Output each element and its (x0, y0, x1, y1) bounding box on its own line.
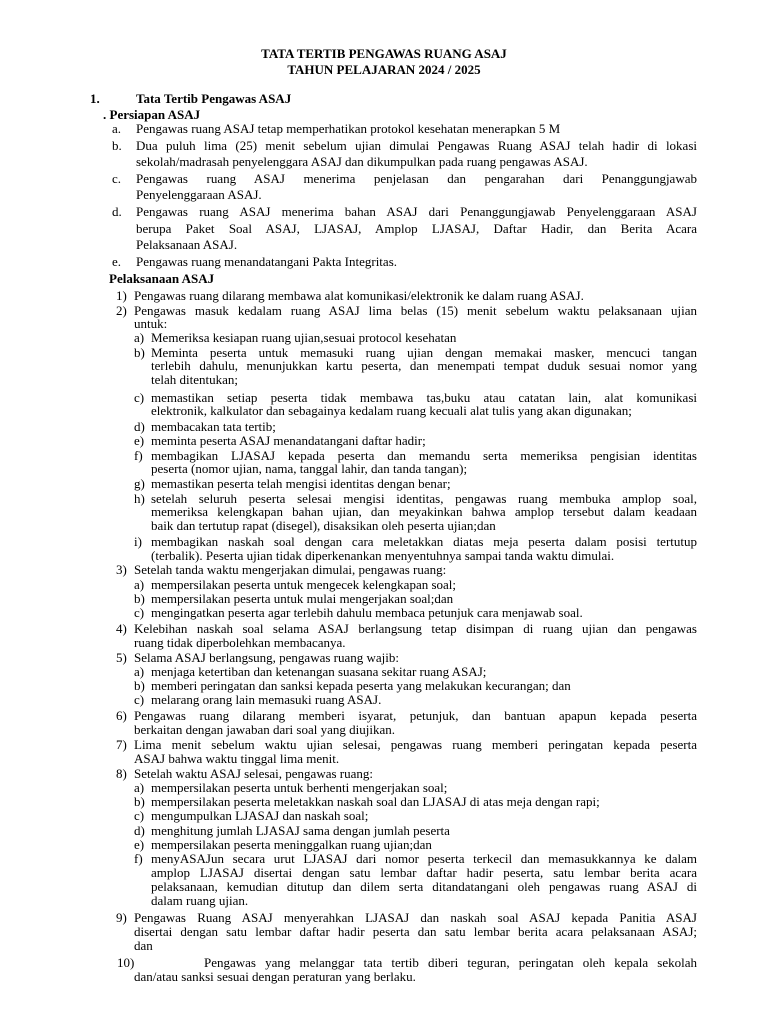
pelaksanaan-item-line: berkaitan dengan jawaban dari soal yang diujikan. (134, 722, 395, 737)
sub-item-marker: b) (134, 794, 145, 809)
sub-item-line: (terbalik). Peserta ujian tidak diperkenankan menyentuhnya sampai tanda waktu dimulai. (151, 548, 615, 563)
sub-item-line: terlebih dahulu, menunjukkan kartu peserta, dan menempati tempat duduk sesuai nomor yang (151, 358, 697, 373)
sub-item-line: telah ditentukan; (151, 372, 239, 387)
sub-item-line: mengumpulkan LJASAJ dan naskah soal; (151, 808, 369, 823)
persiapan-item-line: Pengawas ruang menandatangani Pakta Integritas. (136, 254, 397, 269)
document-subtitle: TAHUN PELAJARAN 2024 / 2025 (287, 62, 481, 77)
persiapan-item-line: sekolah/madrasah penyelenggara ASAJ dan dikumpulkan pada ruang pengawas ASAJ. (136, 154, 588, 169)
pelaksanaan-item-line: Setelah tanda waktu mengerjakan dimulai, pengawas ruang: (134, 562, 447, 577)
persiapan-item-line: Pengawas ruang ASAJ menerima penjelasan dan pengarahan dari Penanggungjawab (136, 171, 697, 186)
pelaksanaan-item-line: Kelebihan naskah soal selama ASAJ berlangsung tetap disimpan di ruang ujian dan pengawas (134, 621, 697, 636)
sub-item-marker: b) (134, 345, 145, 360)
sub-item-line: mempersilakan peserta meninggalkan ruang ujian;dan (151, 837, 432, 852)
section-title: Tata Tertib Pengawas ASAJ (136, 91, 292, 106)
sub-item-line: membagikan LJASAJ kepada peserta dan memandu serta memeriksa pengisian identitas (151, 448, 697, 463)
sub-item-line: setelah seluruh peserta selesai mengisi identitas, pengawas ruang membuka amplop soal, (151, 491, 697, 506)
sub-item-line: baik dan tertutup rapat (disegel), disaksikan oleh peserta ujian;dan (151, 518, 496, 533)
pelaksanaan-item-marker: 1) (116, 288, 127, 303)
sub-item-marker: c) (134, 605, 145, 620)
pelaksanaan-item-line: Pengawas yang melanggar tata tertib diberi teguran, peringatan oleh kepala sekolah (204, 955, 697, 970)
sub-item-line: peserta (nomor ujian, nama, tanggal lahir, dan tanda tangan); (151, 461, 468, 476)
persiapan-item-marker: b. (112, 138, 122, 153)
sub-item-marker: b) (134, 678, 145, 693)
sub-item-marker: a) (134, 664, 145, 679)
sub-item-line: elektronik, kalkulator dan sebagainya kedalam ruang kecuali alat tulis yang akan digunakan; (151, 403, 632, 418)
sub-item-marker: f) (134, 448, 143, 463)
pelaksanaan-item-line: disertai dengan satu lembar daftar hadir peserta dan satu lembar berita acara pelaksanaan ASAJ; (134, 924, 697, 939)
persiapan-item-marker: d. (112, 204, 122, 219)
pelaksanaan-item-line: Setelah waktu ASAJ selesai, pengawas ruang: (134, 766, 374, 781)
sub-item-line: Meminta peserta untuk memasuki ruang ujian dengan memakai masker, mencuci tangan (151, 345, 697, 360)
pelaksanaan-item-line: Lima menit sebelum waktu ujian selesai, pengawas ruang memberi peringatan kepada peserta (134, 737, 697, 752)
sub-item-marker: d) (134, 419, 145, 434)
sub-item-line: pelaksanaan, kemudian ditutup dan dilem serta ditandatangani oleh pengawas ruang ASAJ di (151, 879, 697, 894)
pelaksanaan-item-marker: 10) (117, 955, 135, 970)
sub-item-line: mengingatkan peserta agar terlebih dahulu membaca petunjuk cara menjawab soal. (151, 605, 583, 620)
sub-item-line: meminta peserta ASAJ menandatangani daftar hadir; (151, 433, 426, 448)
sub-item-marker: d) (134, 823, 145, 838)
sub-item-line: mempersilakan peserta untuk mulai mengerjakan soal;dan (151, 591, 454, 606)
sub-item-line: menyASAJun secara urut LJASAJ dari nomor peserta terkecil dan memasukkannya ke dalam (151, 851, 697, 866)
sub-item-marker: c) (134, 808, 145, 823)
pelaksanaan-item-line: Pengawas masuk kedalam ruang ASAJ lima belas (15) menit sebelum waktu pelaksanaan ujian (134, 303, 697, 318)
persiapan-item-line: berupa Paket Soal ASAJ, LJASAJ, Amplop LJASAJ, Daftar Hadir, dan Berita Acara (136, 221, 697, 236)
sub-item-line: membagikan naskah soal dengan cara meletakkan diatas meja peserta dalam posisi tertutup (151, 534, 697, 549)
persiapan-item-line: Pengawas ruang ASAJ tetap memperhatikan protokol kesehatan menerapkan 5 M (136, 121, 561, 136)
sub-item-line: mempersilakan peserta meletakkan naskah soal dan LJASAJ di atas meja dengan rapi; (151, 794, 600, 809)
sub-item-line: memastikan setiap peserta tidak membawa tas,buku atau catatan lain, alat komunikasi (151, 390, 697, 405)
sub-item-line: membacakan tata tertib; (151, 419, 276, 434)
subsection-title-pelaksanaan: Pelaksanaan ASAJ (109, 271, 215, 286)
sub-item-line: dalam ruang ujian. (151, 893, 249, 908)
sub-item-line: memeriksa kelengkapan bahan ujian, dan meyakinkan bahwa amplop tersebut dalam keadaan (151, 504, 697, 519)
sub-item-line: mempersilakan peserta untuk berhenti mengerjakan soal; (151, 780, 448, 795)
sub-item-marker: b) (134, 591, 145, 606)
sub-item-marker: a) (134, 577, 145, 592)
persiapan-item-line: Pengawas ruang ASAJ menerima bahan ASAJ dari Penanggungjawab Penyelenggaraan ASAJ (136, 204, 697, 219)
sub-item-marker: f) (134, 851, 143, 866)
pelaksanaan-item-line: ruang tidak diperbolehkan membacanya. (134, 635, 346, 650)
sub-item-marker: h) (134, 491, 145, 506)
pelaksanaan-item-line: ASAJ bahwa waktu tinggal lima menit. (134, 751, 340, 766)
pelaksanaan-item-line: dan (134, 938, 153, 953)
pelaksanaan-item-line: Pengawas ruang dilarang memberi isyarat, petunjuk, dan bantuan apapun kepada peserta (134, 708, 697, 723)
persiapan-item-marker: c. (112, 171, 122, 186)
persiapan-item-marker: e. (112, 254, 122, 269)
pelaksanaan-item-marker: 7) (116, 737, 127, 752)
sub-item-marker: c) (134, 692, 145, 707)
sub-item-line: amplop LJASAJ disertai dengan satu lembar daftar hadir peserta, satu lembar berita acara (151, 865, 697, 880)
pelaksanaan-item-line: Pengawas Ruang ASAJ menyerahkan LJASAJ dan naskah soal ASAJ kepada Panitia ASAJ (134, 910, 697, 925)
sub-item-line: memberi peringatan dan sanksi kepada peserta yang melakukan kecurangan; dan (151, 678, 571, 693)
sub-item-marker: e) (134, 837, 145, 852)
sub-item-line: memastikan peserta telah mengisi identitas dengan benar; (151, 476, 451, 491)
pelaksanaan-item-marker: 5) (116, 650, 127, 665)
sub-item-marker: a) (134, 780, 145, 795)
pelaksanaan-item-line: dan/atau sanksi sesuai dengan peraturan yang berlaku. (134, 969, 416, 984)
sub-item-line: mempersilakan peserta untuk mengecek kelengkapan soal; (151, 577, 457, 592)
sub-item-line: melarang orang lain memasuki ruang ASAJ. (151, 692, 382, 707)
sub-item-marker: c) (134, 390, 145, 405)
sub-item-marker: e) (134, 433, 145, 448)
pelaksanaan-item-line: untuk: (134, 316, 168, 331)
persiapan-item-line: Penyelenggaraan ASAJ. (136, 187, 262, 202)
sub-item-marker: g) (134, 476, 145, 491)
sub-item-marker: i) (134, 534, 142, 549)
persiapan-item-line: Dua puluh lima (25) menit sebelum ujian dimulai Pengawas Ruang ASAJ telah hadir di lokasi (136, 138, 697, 153)
sub-item-line: menghitung jumlah LJASAJ sama dengan jumlah peserta (151, 823, 450, 838)
pelaksanaan-item-line: Pengawas ruang dilarang membawa alat komunikasi/elektronik ke dalam ruang ASAJ. (134, 288, 584, 303)
subsection-title-persiapan: . Persiapan ASAJ (103, 107, 201, 122)
pelaksanaan-item-marker: 8) (116, 766, 127, 781)
pelaksanaan-item-marker: 9) (116, 910, 127, 925)
sub-item-line: menjaga ketertiban dan ketenangan suasana sekitar ruang ASAJ; (151, 664, 487, 679)
section-number: 1. (90, 91, 100, 106)
sub-item-line: Memeriksa kesiapan ruang ujian,sesuai protocol kesehatan (151, 330, 457, 345)
pelaksanaan-item-marker: 2) (116, 303, 127, 318)
persiapan-item-marker: a. (112, 121, 122, 136)
pelaksanaan-item-marker: 3) (116, 562, 127, 577)
document-title: TATA TERTIB PENGAWAS RUANG ASAJ (261, 46, 507, 61)
sub-item-marker: a) (134, 330, 145, 345)
pelaksanaan-item-line: Selama ASAJ berlangsung, pengawas ruang wajib: (134, 650, 400, 665)
pelaksanaan-item-marker: 6) (116, 708, 127, 723)
pelaksanaan-item-marker: 4) (116, 621, 127, 636)
persiapan-item-line: Pelaksanaan ASAJ. (136, 237, 238, 252)
